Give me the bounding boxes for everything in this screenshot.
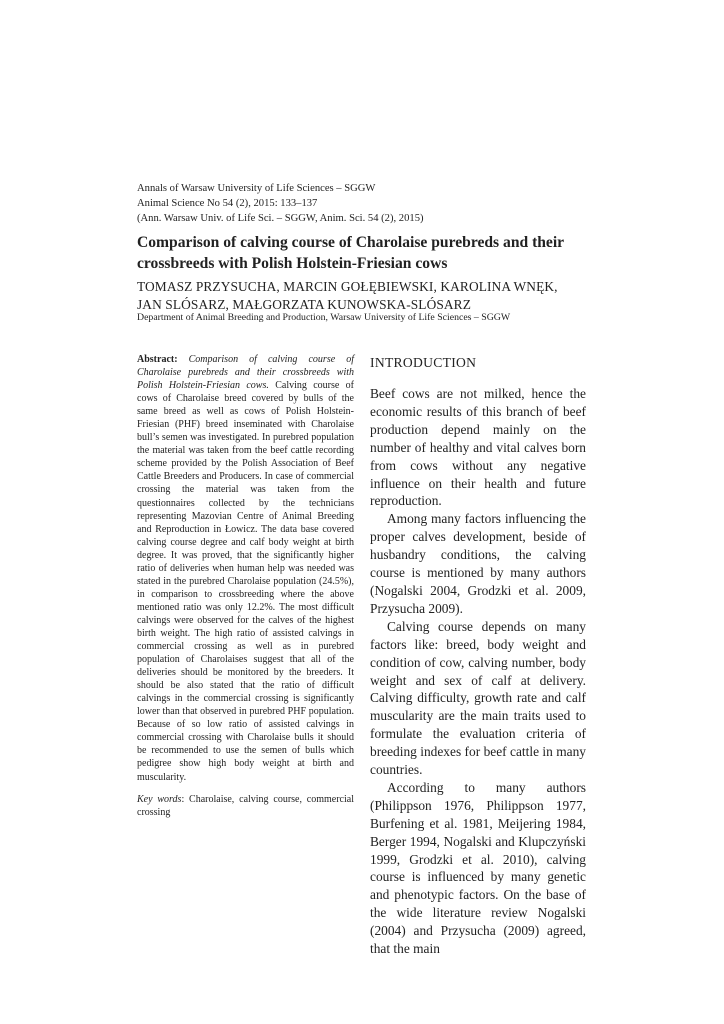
introduction-heading: INTRODUCTION <box>370 355 477 370</box>
keywords-paragraph <box>137 793 354 819</box>
affiliation: Department of Animal Breeding and Production, Warsaw University of Life Sciences – SGGW <box>137 312 511 323</box>
intro-paragraph-4: According to many authors (Philippson 1976, Philippson 1977, Burfening et al. 1981, Meijering 1984, Berger 1994, Nogalski and Klupczyński 1999, Grodzki et al. 2010), calving course is influenced by many genetic and phenotypic factors. On the base of the wide literature review Nogalski (2004) and Przysucha (2009) agreed, that the main <box>370 779 586 957</box>
abstract-label: Abstract: <box>137 354 178 365</box>
intro-paragraph-3: Calving course depends on many factors like: breed, body weight and condition of cow, calving number, body weight and sex of calf at delivery. Calving difficulty, growth rate and calf muscularity are the main traits used to formulate the evaluation criteria of breeding indexes for beef cattle in many countries. <box>370 618 586 778</box>
authors-line-2: JAN SLÓSARZ, MAŁGORZATA KUNOWSKA-SLÓSARZ <box>137 297 471 312</box>
journal-issue: Animal Science No 54 (2), 2015: 133–137 <box>137 198 318 209</box>
author-list <box>137 278 607 314</box>
keywords-label: Key words <box>137 793 182 805</box>
journal-name: Annals of Warsaw University of Life Sciences – SGGW <box>137 183 376 194</box>
abstract-body: Calving course of cows of Charolaise breed covered by bulls of the same breed as well as cows of Polish Holstein-Friesian (PHF) breed inseminated with Charolaise bull’s semen was investigated. In purebred population the material was taken from the beef cattle recording scheme provided by the Polish Association of Beef Cattle Breeders and Producers. In case of commercial crossing the material was taken from the questionnaires collected by the technicians representing Mazovian Centre of Animal Breeding and Reproduction in Łowicz. The data base covered calving course degree and calf body weight at birth degree. It was proved, that the significantly higher ratio of deliveries when human help was needed was stated in the purebred Charolaise population (24.5%), in comparison to crossbreeding where the above mentioned ratio was only 12.2%. The most difficult calvings were observed for the calves of the highest birth weight. The high ratio of assisted calvings in commercial crossing as well as in purebred population of Charolaises suggest that all of the deliveries should be monitored by the breeders. It should be also stated that the ratio of difficult calvings in the commercial crossing is significantly lower than that observed in purebred PHF population. Because of so low ratio of assisted calvings in commercial crossing with Charolaise bulls it should be recommended to use the semen of bulls which pedigree show high body weight at birth and muscularity. <box>137 380 355 783</box>
abstract-italic-title: Comparison of calving course of Charolaise purebreds and their crossbreeds with Polish Holstein-Friesian cows. <box>137 354 355 392</box>
journal-citation: (Ann. Warsaw Univ. of Life Sci. – SGGW, Anim. Sci. 54 (2), 2015) <box>137 213 424 224</box>
abstract-paragraph <box>137 353 354 784</box>
intro-paragraph-1: Beef cows are not milked, hence the economic results of this branch of beef production depend mainly on the number of healthy and vital calves born from cows without any negative influence on their health and future reproduction. <box>370 386 586 509</box>
introduction-column <box>370 355 586 958</box>
abstract-column <box>137 353 354 819</box>
intro-paragraph-2: Among many factors influencing the proper calves development, beside of husbandry conditions, the calving course is mentioned by many authors (Nogalski 2004, Grodzki et al. 2009, Przysucha 2009). <box>370 511 586 616</box>
journal-header <box>137 181 597 226</box>
keywords-text: : Charolaise, calving course, commercial crossing <box>137 793 354 818</box>
authors-line-1: TOMASZ PRZYSUCHA, MARCIN GOŁĘBIEWSKI, KAROLINA WNĘK, <box>137 279 558 294</box>
article-title: Comparison of calving course of Charolaise purebreds and their crossbreeds with Polish Holstein-Friesian cows <box>137 234 564 272</box>
